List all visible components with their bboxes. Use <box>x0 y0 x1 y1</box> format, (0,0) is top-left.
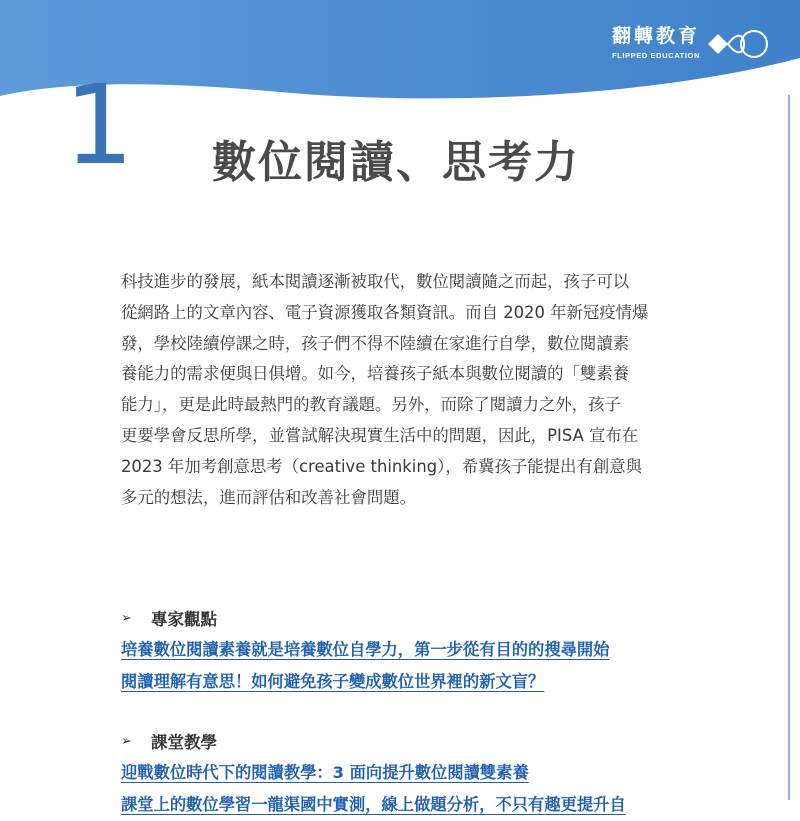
intro-line: 能力」，更是此時最熱門的教育議題。另外，而除了閱讀力之外，孩子 <box>121 395 621 415</box>
chapter-number: 1 <box>64 61 134 189</box>
section-heading <box>121 606 691 630</box>
diamond-infinity-logo-icon <box>706 23 770 65</box>
intro-line: 科技進步的發展，紙本閱讀逐漸被取代，數位閱讀隨之而起，孩子可以 <box>121 272 630 291</box>
intro-line: 2023 年加考創意思考（creative thinking），希冀孩子能提出有創意與 <box>121 456 643 476</box>
intro-line: 發，學校陸續停課之時，孩子們不得不陸續在家進行自學，數位閱讀素 <box>121 333 630 353</box>
intro-line: 從網路上的文章內容、電子資源獲取各類資訊。而自 2020 年新冠疫情爆 <box>121 302 649 322</box>
article-link[interactable]: 迎戰數位時代下的閱讀教學：3 面向提升數位閱讀雙素養 <box>121 763 529 782</box>
intro-line: 多元的想法，進而評估和改善社會問題。 <box>121 487 417 507</box>
section-expert-views <box>121 606 691 698</box>
section-heading <box>121 729 691 753</box>
brand-subtitle: FLIPPED EDUCATION <box>611 51 700 60</box>
article-link[interactable]: 閱讀理解有意思！如何避免孩子變成數位世界裡的新文盲？ <box>121 672 545 691</box>
intro-paragraph <box>121 267 681 513</box>
right-margin-rule <box>788 95 790 800</box>
brand <box>612 24 700 60</box>
article-link[interactable]: 培養數位閱讀素養就是培養數位自學力，第一步從有目的的搜尋開始 <box>121 640 610 659</box>
section-label: 專家觀點 <box>151 610 217 629</box>
section-classroom-teaching <box>121 729 691 821</box>
intro-line: 養能力的需求便與日俱增。如今，培養孩子紙本與數位閱讀的「雙素養 <box>121 364 630 384</box>
brand-name: 翻轉教育 <box>611 25 700 47</box>
article-link[interactable]: 課堂上的數位學習一龍渠國中實測，線上做題分析，不只有趣更提升自 <box>121 795 626 814</box>
arrow-bullet-icon: ➢ <box>121 733 132 749</box>
intro-line: 更要學會反思所學，並嘗試解決現實生活中的問題，因此，PISA 宣布在 <box>121 425 639 445</box>
section-label: 課堂教學 <box>151 733 217 752</box>
chapter-title: 數位閱讀、思考力 <box>212 137 580 188</box>
arrow-bullet-icon: ➢ <box>121 610 132 626</box>
